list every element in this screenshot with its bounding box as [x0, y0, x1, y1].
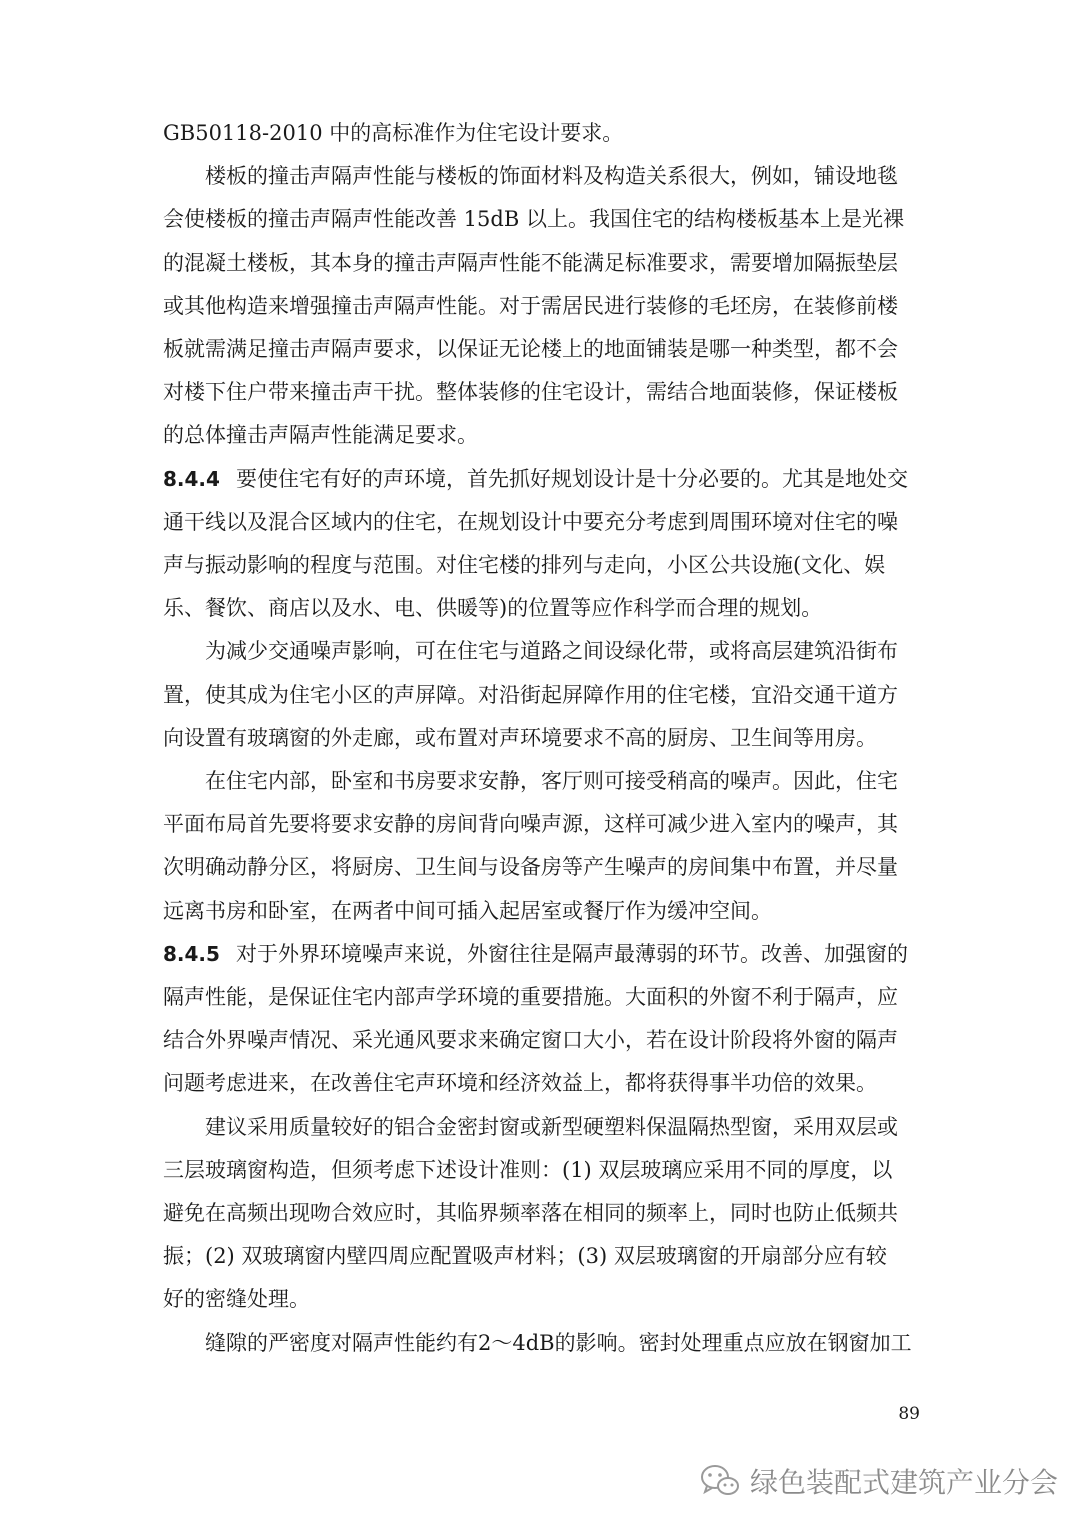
text-line [163, 718, 923, 758]
text-line [163, 1236, 923, 1276]
line-text: 在住宅内部，卧室和书房要求安静，客厅则可接受稍高的噪声。因此，住宅 [205, 769, 898, 793]
line-text: 要使住宅有好的声环境，首先抓好规划设计是十分必要的。尤其是地处交 [235, 467, 908, 491]
line-text: 对于外界环境噪声来说，外窗往往是隔声最薄弱的环节。改善、加强窗的 [235, 942, 908, 966]
line-text: 向设置有玻璃窗的外走廊，或布置对声环境要求不高的厨房、卫生间等用房。 [163, 726, 877, 750]
line-text: 置，使其成为住宅小区的声屏障。对沿街起屏障作用的住宅楼，宜沿交通干道方 [163, 683, 898, 707]
text-line [163, 761, 965, 801]
line-text: 对楼下住户带来撞击声干扰。整体装修的住宅设计，需结合地面装修，保证楼板 [163, 380, 898, 404]
text-line [163, 502, 923, 542]
section-number: 8.4.5 [163, 942, 220, 966]
text-line [163, 1107, 965, 1147]
text-line [163, 891, 923, 931]
text-line [163, 286, 923, 326]
line-text: 的混凝土楼板，其本身的撞击声隔声性能不能满足标准要求，需要增加隔振垫层 [163, 251, 898, 275]
line-text: 声与振动影响的程度与范围。对住宅楼的排列与走向，小区公共设施(文化、娱 [163, 553, 886, 577]
line-text: 平面布局首先要将要求安静的房间背向噪声源，这样可减少进入室内的噪声，其 [163, 812, 898, 836]
line-text: 通干线以及混合区域内的住宅，在规划设计中要充分考虑到周围环境对住宅的噪 [163, 510, 898, 534]
text-line [163, 1323, 965, 1363]
line-text: 或其他构造来增强撞击声隔声性能。对于需居民进行装修的毛坯房，在装修前楼 [163, 294, 898, 318]
text-line [163, 847, 923, 887]
text-line [163, 199, 923, 239]
line-text: 避免在高频出现吻合效应时，其临界频率落在相同的频率上，同时也防止低频共 [163, 1201, 898, 1225]
watermark [700, 1455, 1058, 1507]
line-text: 好的密缝处理。 [163, 1287, 310, 1311]
line-text: GB50118-2010 中的高标准作为住宅设计要求。 [163, 121, 624, 145]
line-text: 会使楼板的撞击声隔声性能改善 15dB 以上。我国住宅的结构楼板基本上是光裸 [163, 207, 904, 231]
text-line [163, 243, 923, 283]
text-line [163, 675, 923, 715]
section-line [163, 459, 923, 499]
text-line [163, 1063, 923, 1103]
text-line [163, 1020, 923, 1060]
text-line [163, 415, 923, 455]
text-line [163, 631, 965, 671]
line-text: 次明确动静分区，将厨房、卫生间与设备房等产生噪声的房间集中布置，并尽量 [163, 855, 898, 879]
text-line [163, 977, 923, 1017]
line-text: 远离书房和卧室，在两者中间可插入起居室或餐厅作为缓冲空间。 [163, 899, 772, 923]
text-line [163, 588, 923, 628]
text-line [163, 545, 923, 585]
line-text: 为减少交通噪声影响，可在住宅与道路之间设绿化带，或将高层建筑沿街布 [205, 639, 898, 663]
line-text: 建议采用质量较好的铝合金密封窗或新型硬塑料保温隔热型窗，采用双层或 [205, 1115, 898, 1139]
line-text: 振；(2) 双玻璃窗内壁四周应配置吸声材料；(3) 双层玻璃窗的开扇部分应有较 [163, 1244, 887, 1268]
line-text: 缝隙的严密度对隔声性能约有2～4dB的影响。密封处理重点应放在钢窗加工 [205, 1331, 912, 1355]
text-line [163, 1150, 923, 1190]
line-text: 板就需满足撞击声隔声要求，以保证无论楼上的地面铺装是哪一种类型，都不会 [163, 337, 898, 361]
line-text: 结合外界噪声情况、采光通风要求来确定窗口大小，若在设计阶段将外窗的隔声 [163, 1028, 898, 1052]
section-line [163, 934, 923, 974]
line-text: 三层玻璃窗构造，但须考虑下述设计准则：(1) 双层玻璃应采用不同的厚度，以 [163, 1158, 893, 1182]
line-text: 问题考虑进来，在改善住宅声环境和经济效益上，都将获得事半功倍的效果。 [163, 1071, 877, 1095]
text-line [163, 372, 923, 412]
text-line [163, 1279, 923, 1319]
text-line [163, 1193, 923, 1233]
line-text: 楼板的撞击声隔声性能与楼板的饰面材料及构造关系很大，例如，铺设地毯 [205, 164, 898, 188]
page-number: 89 [898, 1404, 920, 1424]
line-text: 乐、餐饮、商店以及水、电、供暖等)的位置等应作科学而合理的规划。 [163, 596, 823, 620]
text-line [163, 804, 923, 844]
line-text: 隔声性能，是保证住宅内部声学环境的重要措施。大面积的外窗不利于隔声，应 [163, 985, 898, 1009]
text-line [163, 329, 923, 369]
section-number: 8.4.4 [163, 467, 220, 491]
line-text: 的总体撞击声隔声性能满足要求。 [163, 423, 478, 447]
text-line [163, 113, 923, 153]
wechat-icon [700, 1463, 740, 1499]
watermark-text: 绿色装配式建筑产业分会 [750, 1466, 1059, 1499]
text-line [163, 156, 965, 196]
